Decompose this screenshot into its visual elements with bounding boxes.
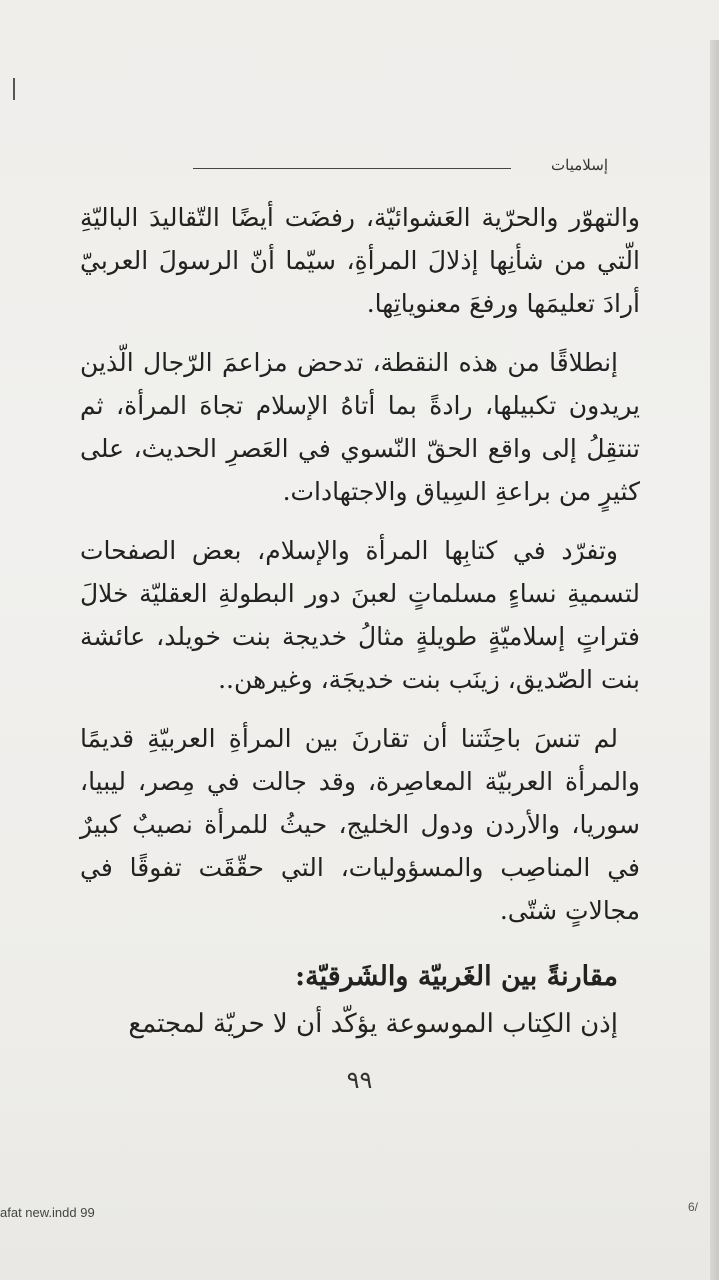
running-header-title: إسلاميات	[551, 156, 608, 174]
body-text	[80, 196, 640, 1048]
paragraph-3: وتفرّد في كتابِها المرأة والإسلام، بعض الصفحات لتسميةِ نساءٍ مسلماتٍ لعبنَ دور البطولةِ العقليّة خلالَ فتراتٍ إسلاميّةٍ طويلةٍ مثالُ خديجة بنت خويلد، عائشة بنت الصّديق، زينَب بنت خديجَة، وغيرهن..	[80, 536, 640, 694]
section-heading: مقارنةً بين الغَربيّة والشَرقيّة:	[295, 961, 618, 992]
paragraph-1: والتهوّر والحرّية العَشوائيّة، رفضَت أيضًا التّقاليدَ الباليّةِ الّتي من شأنِها إذلالَ المرأةِ، سيّما أنّ الرسولَ العربيّ أرادَ تعليمَها ورفعَ معنوياتِها.	[80, 203, 640, 318]
page-edge-shadow	[710, 40, 719, 1280]
paragraph-2: إنطلاقًا من هذه النقطة، تدحض مزاعمَ الرّجال الّذين يريدون تكبيلها، رادةً بما أتاهُ الإسلام تجاهَ المرأة، ثم تنتقِلُ إلى واقع الحقّ النّسوي في العَصرِ الحديث، على كثيرٍ من براعةِ السِياق والاجتهادات.	[80, 348, 640, 506]
running-header	[108, 156, 608, 180]
header-rule	[193, 168, 511, 169]
page-number: ٩٩	[346, 1066, 373, 1094]
closing-line: إذن الكِتاب الموسوعة يؤكّد أن لا حريّة لمجتمع	[128, 1009, 618, 1039]
indd-file-label: afat new.indd 99	[0, 1205, 95, 1220]
margin-mark	[13, 78, 15, 100]
corner-label: 6/	[688, 1200, 699, 1214]
paragraph-4: لم تنسَ باحِثَتنا أن تقارنَ بين المرأةِ العربيّةِ قديمًا والمرأة العربيّة المعاصِرة، وقد جالت في مِصر، ليبيا، سوريا، والأردن ودول الخليج، حيثُ للمرأة نصيبٌ كبيرٌ في المناصِب والمسؤوليات، التي حقّقَت تفوقًا في مجالاتٍ شتّى.	[80, 724, 640, 925]
